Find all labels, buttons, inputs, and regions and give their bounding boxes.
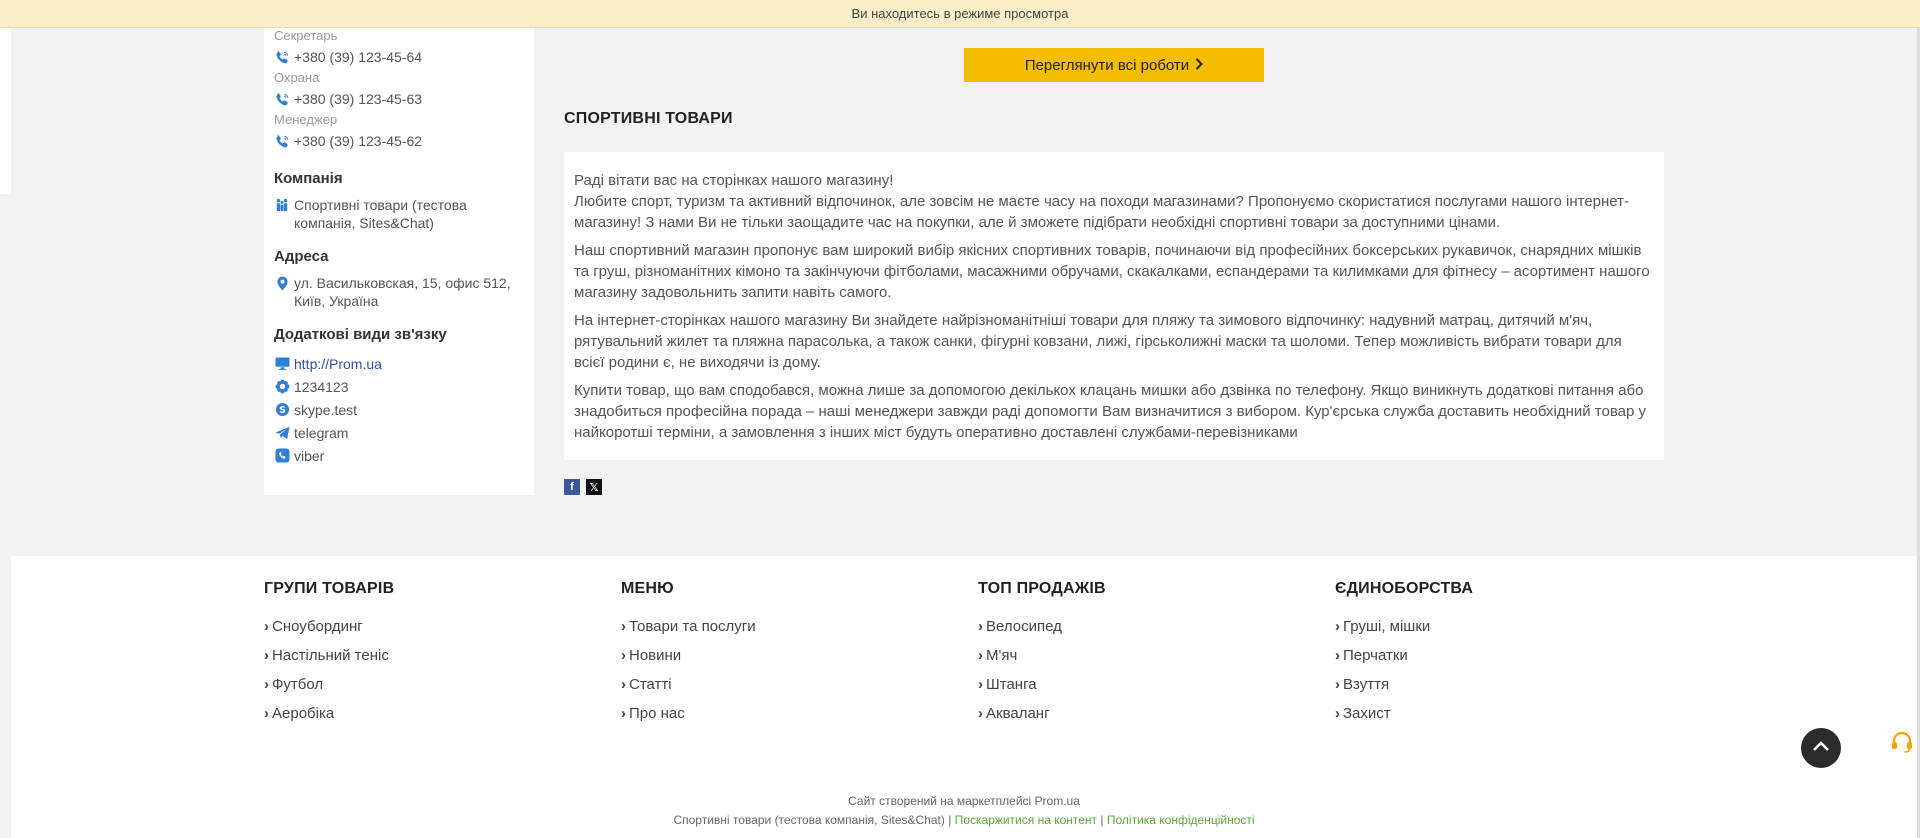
telegram-row: [274, 421, 524, 444]
article-paragraph: Наш спортивний магазин пропонує вам широкий вибір якісних спортивних товарів, починаючи від професійних боксерських рукавичок, снарядних мішків та груш, різноманітних кімоно та закінчуючи фітболами, масажними обручами, скакалками, еспандерами та килимками для фітнесу – асортимент нашого магазину задовольнить запити навіть самого.: [574, 242, 1650, 301]
footer-link[interactable]: › Перчатки: [1335, 647, 1408, 664]
website-link[interactable]: http://Prom.ua: [294, 355, 382, 372]
footer-link[interactable]: › Сноубординг: [264, 618, 363, 635]
people-icon: [274, 197, 290, 213]
address-text: ул. Васильковская, 15, офис 512, Київ, Україна: [294, 275, 511, 309]
viber-row: [274, 444, 524, 467]
chevron-right-icon: ›: [264, 676, 269, 693]
footer-link[interactable]: › Новини: [621, 647, 682, 664]
footer-column-top-sales: [978, 580, 1318, 733]
company-name: Спортивні товари (тестова компанія, Sites&Chat): [294, 197, 467, 231]
skype-name: skype.test: [294, 401, 358, 418]
created-on-text: Сайт створений на маркетплейсі Prom.ua: [848, 794, 1080, 808]
article-greeting: Раді вітати вас на сторінках нашого магазину!: [574, 172, 894, 189]
telegram-name: telegram: [294, 424, 349, 441]
viber-icon: [274, 448, 290, 464]
chevron-right-icon: ›: [1335, 647, 1340, 664]
chevron-right-icon: ›: [621, 705, 626, 722]
footer-link[interactable]: › Про нас: [621, 705, 685, 722]
separator: |: [1100, 813, 1104, 827]
chevron-right-icon: ›: [1335, 705, 1340, 722]
privacy-policy-link[interactable]: Політика конфіденційності: [1106, 813, 1255, 827]
view-all-works-label: Переглянути всі роботи: [1024, 56, 1190, 74]
chevron-right-icon: ›: [264, 618, 269, 635]
article-paragraph: На інтернет-сторінках нашого магазину Ви знайдете найрізноманітніші товари для пляжу та зимового відпочинку: надувний матрац, дитячий м'яч, рятувальний жилет та пляжна парасолька, а також санки, фігурні ковзани, лижі, гірськолижні маски та шоломи. Тепер можливість вибрати товари для всієї родини є, не виходячи із дому.: [574, 312, 1622, 371]
icq-row: [274, 375, 524, 398]
address-row: [274, 274, 524, 310]
footer-link[interactable]: › Акваланг: [978, 705, 1050, 722]
contact-phone-number[interactable]: +380 (39) 123-45-64: [294, 49, 423, 65]
chevron-right-icon: ›: [264, 647, 269, 664]
chevron-right-icon: [1195, 57, 1203, 74]
contact-entry: [274, 28, 524, 70]
contact-phone-number[interactable]: +380 (39) 123-45-62: [294, 133, 423, 149]
footer-column-product-groups: [264, 580, 604, 733]
chevron-right-icon: ›: [621, 676, 626, 693]
icq-flower-icon: [274, 379, 290, 395]
footer-link[interactable]: › Аеробіка: [264, 705, 335, 722]
left-edge-strip: [0, 28, 11, 194]
article-paragraph: Купити товар, що вам сподобався, можна лише за допомогою декількох клацань мишки або дзвінка по телефону. Якщо виникнуть додаткові питання або знадобиться професійна порада – наші менеджери завжди раді допомогти Вам визначитися з вибором. Кур'єрська служба доставить необхідний товар у найкоротші терміни, а замовлення з інших міст будуть оперативно доставлені службами-перевізниками: [574, 382, 1646, 441]
footer: [11, 556, 1917, 838]
contact-role: Секретарь: [274, 28, 338, 43]
contact-phone[interactable]: [274, 86, 524, 112]
footer-link[interactable]: › Футбол: [264, 676, 324, 693]
contact-phone[interactable]: [274, 128, 524, 154]
footer-link[interactable]: › Взуття: [1335, 676, 1390, 693]
footer-bottom: [11, 792, 1917, 830]
chevron-right-icon: ›: [978, 618, 983, 635]
facebook-icon[interactable]: f: [564, 479, 580, 495]
phone-icon: [274, 133, 290, 149]
contact-entry: [274, 112, 524, 154]
footer-link[interactable]: › Захист: [1335, 705, 1391, 722]
footer-column-title: ЄДИНОБОРСТВА: [1335, 580, 1474, 597]
x-twitter-icon[interactable]: 𝕏: [586, 479, 602, 495]
contact-role: Менеджер: [274, 112, 338, 127]
footer-column-title: ГРУПИ ТОВАРІВ: [264, 580, 395, 597]
chevron-right-icon: ›: [264, 705, 269, 722]
chevron-right-icon: ›: [1335, 676, 1340, 693]
support-chat-button[interactable]: [1888, 730, 1916, 758]
phone-icon: [274, 49, 290, 65]
footer-legal-line: [11, 811, 1917, 830]
chevron-right-icon: ›: [621, 647, 626, 664]
skype-row: [274, 398, 524, 421]
map-pin-icon: [274, 275, 290, 291]
footer-link[interactable]: › Груші, мішки: [1335, 618, 1431, 635]
footer-link[interactable]: › М'яч: [978, 647, 1018, 664]
social-share: [564, 479, 602, 495]
chevron-right-icon: ›: [978, 676, 983, 693]
footer-link[interactable]: › Настільний теніс: [264, 647, 389, 664]
preview-mode-banner: [0, 0, 1920, 28]
contact-phone[interactable]: [274, 44, 524, 70]
footer-link[interactable]: › Товари та послуги: [621, 618, 756, 635]
headset-icon: [1890, 731, 1914, 758]
view-all-works-button[interactable]: [964, 48, 1264, 82]
telegram-icon: [274, 425, 290, 441]
company-heading: Компанія: [274, 170, 343, 187]
footer-link[interactable]: › Штанга: [978, 676, 1037, 693]
skype-icon: [274, 402, 290, 418]
svg-text:S: S: [278, 404, 286, 416]
footer-company-name: Спортивні товари (тестова компанія, Sites&Chat): [673, 813, 945, 827]
chevron-right-icon: ›: [978, 647, 983, 664]
contact-role: Охрана: [274, 70, 320, 85]
article-paragraph: [574, 170, 1654, 233]
extra-contacts-heading: Додаткові види зв'язку: [274, 326, 447, 343]
preview-mode-text: Ви находитесь в режиме просмотра: [851, 6, 1069, 21]
monitor-icon: [274, 356, 290, 372]
complain-link[interactable]: Поскаржитися на контент: [954, 813, 1098, 827]
scroll-to-top-button[interactable]: [1801, 728, 1841, 768]
footer-link[interactable]: › Статті: [621, 676, 672, 693]
separator: |: [948, 813, 952, 827]
footer-link[interactable]: › Велосипед: [978, 618, 1062, 635]
article-text-block: [564, 152, 1664, 460]
chevron-right-icon: ›: [621, 618, 626, 635]
contacts-sidebar: [264, 28, 534, 495]
footer-column-title: ТОП ПРОДАЖІВ: [978, 580, 1106, 597]
viber-name: viber: [294, 447, 325, 464]
address-heading: Адреса: [274, 248, 329, 265]
company-name-row: [274, 196, 524, 232]
footer-column-menu: [621, 580, 961, 733]
phone-icon: [274, 91, 290, 107]
contact-phone-number[interactable]: +380 (39) 123-45-63: [294, 91, 423, 107]
chevron-right-icon: ›: [1335, 618, 1340, 635]
icq-number: 1234123: [294, 378, 349, 395]
footer-column-martial-arts: [1335, 580, 1675, 733]
chevron-up-icon: [1812, 739, 1830, 757]
contact-entry: [274, 70, 524, 112]
footer-column-title: МЕНЮ: [621, 580, 674, 597]
section-title: СПОРТИВНІ ТОВАРИ: [564, 110, 733, 127]
chevron-right-icon: ›: [978, 705, 983, 722]
website-row[interactable]: [274, 352, 524, 375]
article-intro: Любите спорт, туризм та активний відпочинок, але зовсім не маєте часу на походи магазинами? Пропонуємо скористатися послугами нашого інтернет-магазину! З нами Ви не тільки заощадите час на покупки, але й зможете підібрати необхідні спортивні товари за доступними цінами.: [574, 193, 1630, 231]
